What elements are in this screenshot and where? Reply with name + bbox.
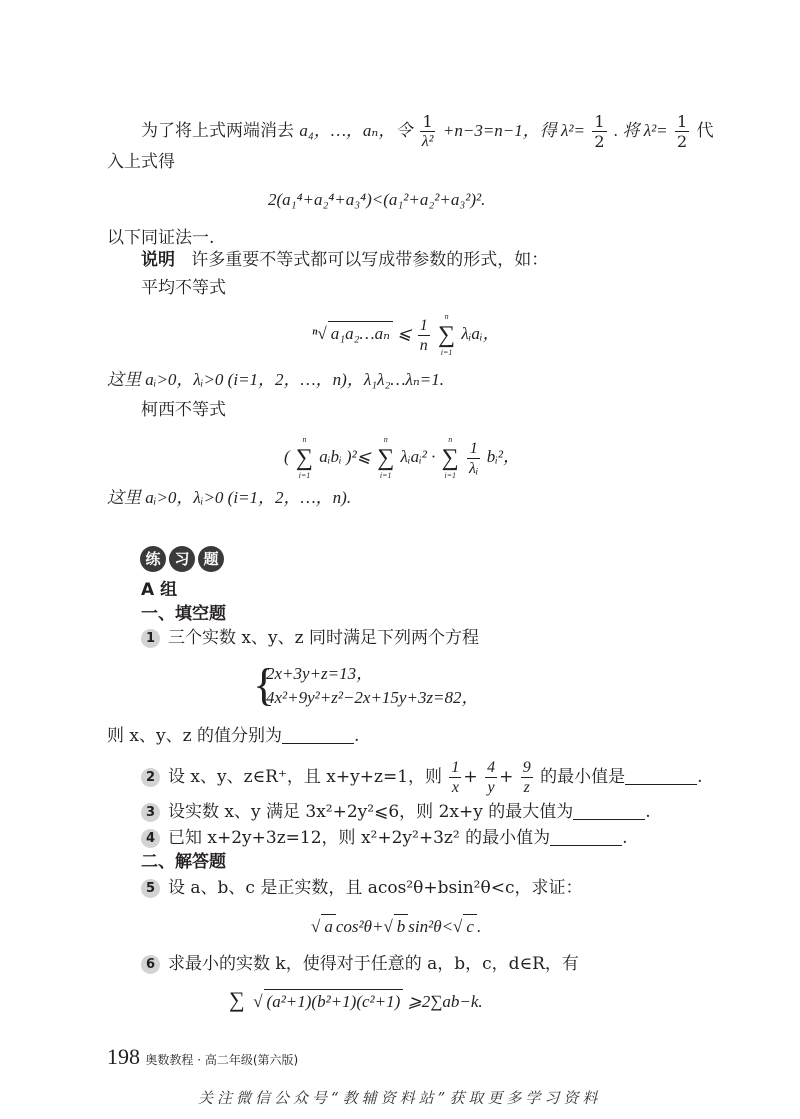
sigma-icon: ∑ [295,445,314,471]
sum-upper: n [448,435,453,444]
text-segment: 为了将上式两端消去 [141,121,294,141]
question-4 [141,826,627,850]
period: . [622,828,628,848]
question-1 [141,626,479,650]
cauchy-label: 柯西不等式 [141,400,226,420]
sigma-icon: ∑ [229,987,245,1012]
paren: ( [284,446,290,466]
fraction-denominator: n [419,336,428,354]
fraction [467,439,480,478]
radicand: a₁a₂…aₙ [328,321,393,346]
fraction-numerator: 1 [594,112,605,131]
badge-char: 习 [169,546,195,572]
relation-symbol: ⩽ [397,323,412,343]
question-text: 求最小的实数 k，使得对于任意的 a，b，c，d∈R，有 [168,954,579,974]
math-segment: ⩾2∑ab−k. [407,992,483,1011]
summand: bᵢ²， [486,446,521,466]
question-2 [141,758,703,797]
sqrt-icon: √ [453,917,463,936]
math-segment: sin²θ< [408,917,454,936]
answer-blank[interactable] [625,766,697,785]
question-text: 的最小值是 [540,767,626,787]
period: . [476,917,482,936]
equation-1: 2(a₁⁴+a₂⁴+a₃⁴)<(a₁²+a₂²+a₃²)². [268,190,486,209]
sigma-icon: ∑ [441,445,459,471]
radicand: a [321,914,336,939]
avg-inequality-label: 平均不等式 [141,278,226,298]
radicand: b [394,914,409,939]
equation-2 [312,311,500,359]
fraction-denominator: λ² [421,133,434,150]
question-text: 三个实数 x、y、z 同时满足下列两个方程 [168,628,479,648]
sum-lower: i=1 [444,471,456,480]
question-number: 4 [141,829,160,848]
question-text: 已知 x+2y+3z=12，则 x²+2y²+3z² 的最小值为 [168,828,551,848]
question-number: 3 [141,803,160,822]
page-number: 198 [107,1044,140,1069]
exercise-badge [140,546,224,572]
period: . [353,726,360,746]
math-segment: cos²θ+ [335,917,384,936]
fraction-numerator: 1 [419,316,428,334]
note-text: 许多重要不等式都可以写成带参数的形式，如： [191,250,549,270]
sigma-icon: ∑ [438,322,456,348]
condition-text: 这里 aᵢ>0，λᵢ>0 (i=1，2，…，n). [107,488,352,507]
section-heading-fill: 一、填空题 [141,604,226,624]
question-5 [141,876,582,900]
fraction [485,758,497,797]
sigma-icon: ∑ [377,445,395,471]
equation-3 [284,434,520,482]
math-segment: a₄，…，aₙ，令 [299,121,413,140]
fraction-denominator: λᵢ [469,459,479,477]
note-label: 说明 [141,250,175,270]
section-heading-solve: 二、解答题 [141,852,226,872]
question-number: 1 [141,629,160,648]
condition-1 [107,368,444,392]
summand: λᵢaᵢ， [461,323,500,343]
fraction-numerator: 1 [420,112,436,132]
fraction-numerator: 1 [467,439,480,459]
system-equation-2: 4x²+9y²+z²−2x+15y+3z=82， [266,688,479,707]
system-brace-icon: { [253,659,276,710]
sum-upper: n [383,435,388,444]
group-heading: A 组 [141,580,178,600]
sum-upper: n [444,312,449,321]
summation [442,434,459,482]
fraction [592,112,606,151]
sqrt-icon: √ [383,917,393,936]
period: . [697,767,703,787]
question-1-blank-line [107,724,359,748]
fraction [521,758,533,797]
answer-blank[interactable] [282,725,354,744]
fraction-numerator: 1 [677,112,688,131]
fraction [420,112,436,151]
question-text: 设实数 x、y 满足 3x²+2y²⩽6，则 2x+y 的最大值为 [168,802,574,822]
question-text: 则 x、y、z 的值分别为 [107,726,282,746]
note-line [141,248,548,272]
system-equation-1: 2x+3y+z=13， [266,664,374,683]
period: . [645,802,651,822]
sqrt-icon: √ [311,917,321,936]
operator: + [499,767,514,787]
condition-text: 这里 aᵢ>0，λᵢ>0 (i=1，2，…，n)，λ₁λ₂…λₙ=1. [107,370,444,389]
summation [438,311,455,359]
fraction-denominator: y [487,779,495,796]
text-segment: 代 [696,121,714,141]
fraction-denominator: 2 [677,132,688,151]
fraction-numerator: 9 [522,759,531,776]
operator: + [463,767,478,787]
fraction-denominator: z [523,779,530,796]
paragraph-line-1 [141,112,714,151]
question-number: 2 [141,768,160,787]
sum-lower: i=1 [440,348,453,357]
radicand: c [463,914,477,939]
math-segment: . 将 λ²= [613,121,668,140]
question-text: 设 x、y、z∈R⁺，且 x+y+z=1，则 [168,767,443,787]
summand: aᵢbᵢ [319,446,342,466]
paragraph-line-2: 入上式得 [107,152,175,172]
summation [296,434,313,482]
answer-blank[interactable] [573,801,645,820]
summand: λᵢaᵢ² · [400,446,436,466]
question-3 [141,800,651,824]
answer-blank[interactable] [550,827,622,846]
question-5-equation [311,914,481,939]
badge-char: 题 [198,546,224,572]
page-footer [107,1044,298,1073]
paragraph-line-3: 以下同证法一. [107,228,215,248]
watermark-text: 关注微信公众号“教辅资料站”获取更多学习资料 [198,1089,602,1107]
sum-lower: i=1 [298,471,311,480]
fraction-denominator: 2 [594,132,605,151]
sqrt-icon: √ [253,992,263,1011]
radicand: (a²+1)(b²+1)(c²+1) [264,989,404,1014]
question-number: 6 [141,955,160,974]
fraction [675,112,689,151]
math-segment: +n−3=n−1，得 λ²= [442,121,585,140]
fraction-numerator: 4 [487,759,496,776]
badge-char: 练 [140,546,166,572]
relation-symbol: )²⩽ [345,446,371,466]
fraction-denominator: x [451,779,459,796]
question-number: 5 [141,879,160,898]
fraction-numerator: 1 [451,759,460,776]
sum-upper: n [302,435,307,444]
fraction [449,758,461,797]
condition-2 [107,486,351,510]
nth-root-sign: ⁿ√ [312,323,327,343]
book-title: 奥数教程 · 高二年级(第六版) [145,1053,299,1067]
fraction [418,316,430,355]
question-text: 设 a、b、c 是正实数，且 acos²θ+bsin²θ<c，求证： [168,878,583,898]
sum-lower: i=1 [379,471,392,480]
question-6-equation [229,988,483,1014]
summation [377,434,394,482]
question-6 [141,952,579,976]
